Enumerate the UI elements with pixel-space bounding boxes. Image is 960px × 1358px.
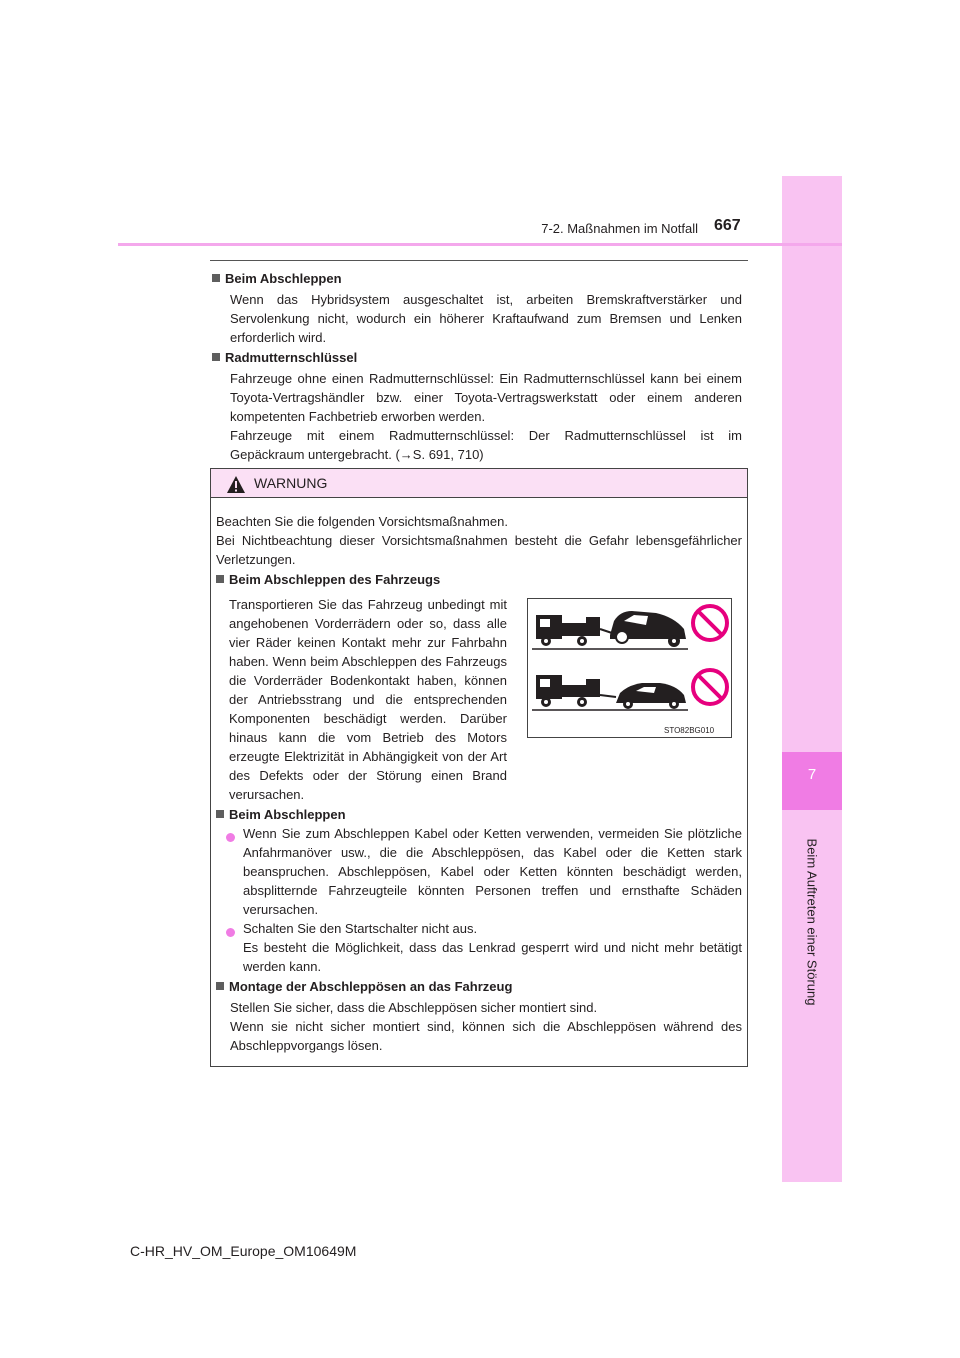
document-id: C-HR_HV_OM_Europe_OM10649M (130, 1243, 357, 1259)
square-bullet-icon (216, 982, 224, 990)
warning-title: WARNUNG (254, 475, 328, 491)
prohibited-icon (693, 606, 727, 640)
circle-bullet-icon (226, 924, 235, 942)
towed-car-icon (616, 683, 686, 709)
warning-triangle-icon (226, 475, 246, 494)
towing-vehicle-text: Transportieren Sie das Fahrzeug unbedingt mit angehobenen Vorderrädern oder so, dass alle vier Räder keinen Kontakt mehr zur Fahrbahn haben. Wenn beim Abschleppen des Fahrzeugs die Vorderräder Bodenkontakt haben, können der Antriebsstrang und die entsprechenden Komponenten beschädigt werden. Darüber hinaus kann die vom Betrieb des Motors erzeugte Elektrizität in Abhängigkeit von der Art des Defekts oder der Störung einen Brand verursachen. (229, 597, 507, 802)
square-bullet-icon (212, 274, 220, 282)
tow-truck-icon (536, 675, 616, 707)
section-title: 7-2. Maßnahmen im Notfall (541, 221, 698, 236)
towed-car-icon (610, 611, 686, 647)
towing-illustration (527, 598, 732, 738)
square-bullet-icon (216, 575, 224, 583)
tow-truck-icon (536, 615, 612, 646)
section-heading: Beim Abschleppen (212, 269, 342, 288)
bullet-text: Wenn Sie zum Abschleppen Kabel oder Ketten verwenden, vermeiden Sie plötzliche Anfahrmanöver usw., die die Abschleppösen, das Kabel oder die Ketten stark beanspruchen. Abschleppösen, Kabel oder Ketten könnten beschädigt werden, absplitternde Fahrzeugteile könnten Personen treffen und ernsthafte Schäden verursachen. (243, 826, 742, 917)
warning-heading: Beim Abschleppen (216, 805, 346, 824)
warning-heading: Beim Abschleppen des Fahrzeugs (216, 570, 440, 589)
content-top-rule (210, 260, 748, 261)
square-bullet-icon (212, 353, 220, 361)
bullet-text: Schalten Sie den Startschalter nicht aus. Es besteht die Möglichkeit, dass das Lenkrad gesperrt wird und nicht mehr betätigt werden kann. (243, 921, 742, 974)
towing-figure-svg (528, 599, 731, 737)
prohibited-icon (693, 670, 727, 704)
warning-intro: Beachten Sie die folgenden Vorsichtsmaßnahmen. Bei Nichtbeachtung dieser Vorsichtsmaßnahmen besteht die Gefahr lebensgefährlicher Verletzungen. (216, 514, 742, 567)
square-bullet-icon (216, 810, 224, 818)
warning-heading: Montage der Abschleppösen an das Fahrzeug (216, 977, 512, 996)
mounting-text: Stellen Sie sicher, dass die Abschleppösen sicher montiert sind. Wenn sie nicht sicher montiert sind, können sich die Abschleppösen während des Abschleppvorgangs lösen. (230, 1000, 742, 1053)
section-text: Fahrzeuge ohne einen Radmutternschlüssel: Ein Radmutternschlüssel kann bei einem Toyota-Vertragshändler bzw. einer Toyota-Vertragswerkstatt oder einem anderen kompetenten Fachbetrieb erworben werden. Fahrzeuge mit einem Radmutternschlüssel: Der Radmutternschlüssel ist im Gepäckraum untergebracht. (→S. 691, 710) (230, 371, 742, 462)
circle-bullet-icon (226, 829, 235, 847)
chapter-title: Beim Auftreten einer Störung (804, 838, 820, 1006)
chapter-side-tab (782, 176, 842, 1182)
section-text: Wenn das Hybridsystem ausgeschaltet ist, arbeiten Bremskraftverstärker und Servolenkung nicht, wodurch ein höherer Kraftaufwand zum Bremsen und Lenken erforderlich wird. (230, 292, 742, 345)
page-number: 667 (714, 217, 741, 234)
section-heading: Radmutternschlüssel (212, 348, 357, 367)
header-rule (118, 243, 842, 246)
figure-code: STO82BG010 (664, 726, 715, 735)
chapter-number: 7 (807, 766, 817, 783)
